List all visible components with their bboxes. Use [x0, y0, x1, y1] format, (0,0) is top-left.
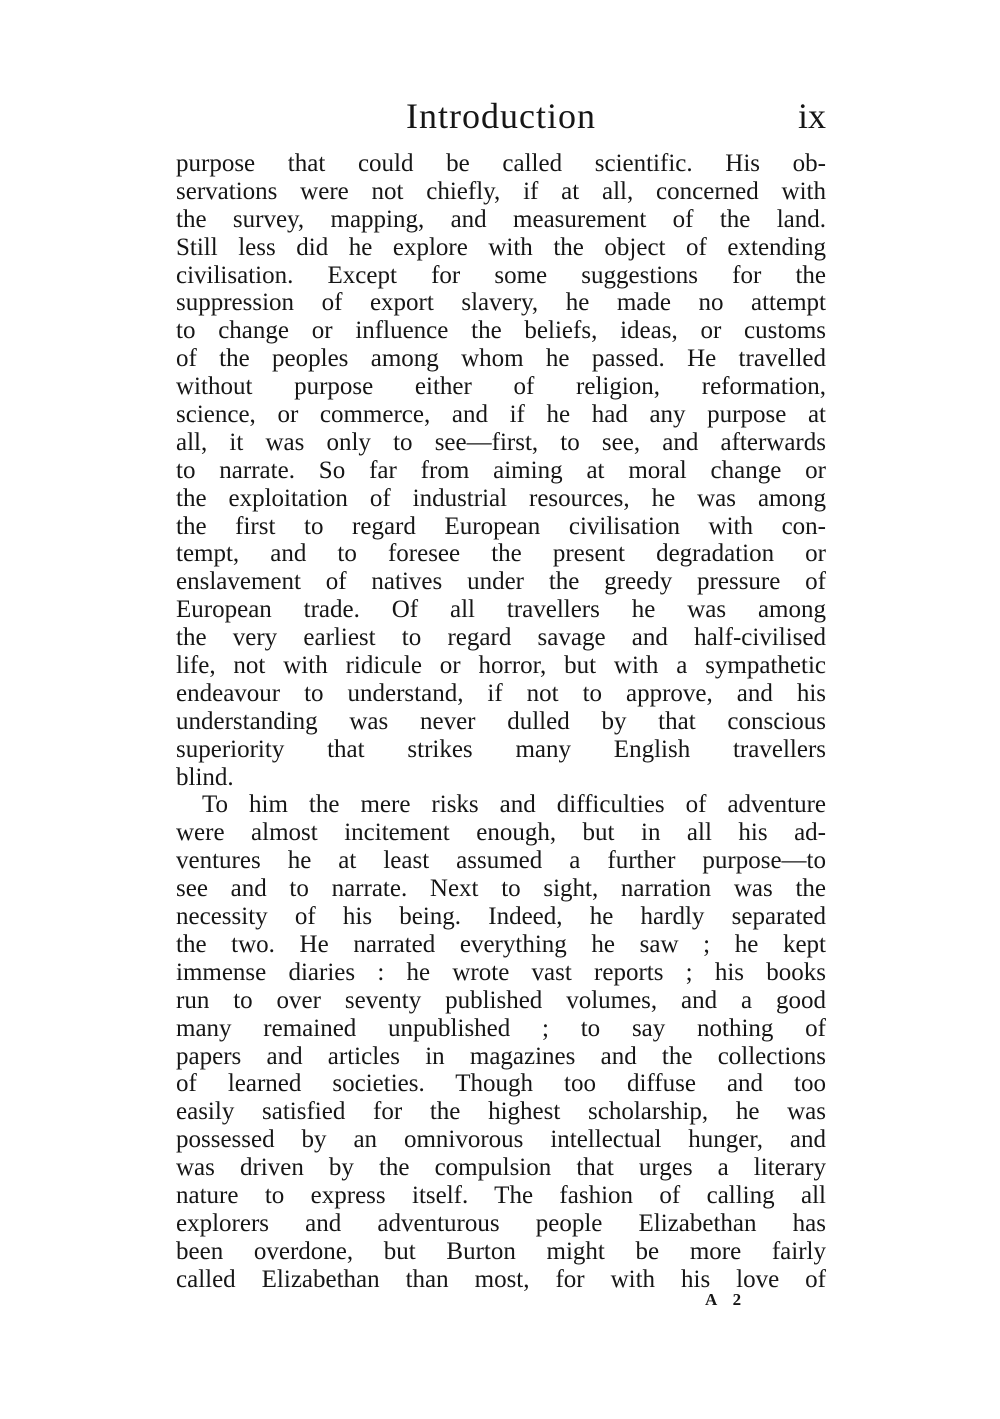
- text-line: explorers and adventurous people Elizabethan has: [176, 1209, 826, 1237]
- text-line: life, not with ridicule or horror, but with a sympathetic: [176, 652, 826, 680]
- text-line: suppression of export slavery, he made no attempt: [176, 289, 826, 317]
- text-line: European trade. Of all travellers he was among: [176, 596, 826, 624]
- text-line: civilisation. Except for some suggestions for the: [176, 261, 826, 289]
- text-line: immense diaries : he wrote vast reports ; his books: [176, 958, 826, 986]
- text-line: was driven by the compulsion that urges a literary: [176, 1154, 826, 1182]
- page-number: ix: [797, 96, 826, 136]
- text-line: papers and articles in magazines and the collections: [176, 1042, 826, 1070]
- text-line: nature to express itself. The fashion of calling all: [176, 1181, 826, 1209]
- text-line: were almost incitement enough, but in all his ad-: [176, 819, 826, 847]
- text-line: blind.: [176, 763, 234, 791]
- running-head: [176, 90, 826, 142]
- text-line: the two. He narrated everything he saw ; he kept: [176, 930, 826, 958]
- signature-mark: A 2: [705, 1290, 748, 1309]
- text-line: tempt, and to foresee the present degradation or: [176, 540, 826, 568]
- text-line: enslavement of natives under the greedy pressure of: [176, 568, 826, 596]
- text-line: ventures he at least assumed a further purpose—to: [176, 847, 826, 875]
- text-line: servations were not chiefly, if at all, concerned with: [176, 177, 826, 205]
- text-line: understanding was never dulled by that conscious: [176, 707, 826, 735]
- text-line: the very earliest to regard savage and half-civilised: [176, 624, 826, 652]
- text-line: endeavour to understand, if not to approve, and his: [176, 679, 826, 707]
- text-line: To him the mere risks and difficulties of adventure: [202, 791, 826, 819]
- text-line: been overdone, but Burton might be more fairly: [176, 1237, 826, 1265]
- text-line: many remained unpublished ; to say nothing of: [176, 1014, 826, 1042]
- running-title: Introduction: [406, 96, 596, 136]
- text-line: science, or commerce, and if he had any purpose at: [176, 401, 826, 429]
- text-line: see and to narrate. Next to sight, narration was the: [176, 875, 826, 903]
- text-line: superiority that strikes many English travellers: [176, 735, 826, 763]
- text-line: purpose that could be called scientific. His ob-: [176, 150, 826, 177]
- text-line: the exploitation of industrial resources, he was among: [176, 484, 826, 512]
- text-line: necessity of his being. Indeed, he hardly separated: [176, 903, 826, 931]
- text-line: the first to regard European civilisation with con-: [176, 512, 826, 540]
- text-line: to change or influence the beliefs, ideas, or customs: [176, 317, 826, 345]
- text-line: possessed by an omnivorous intellectual hunger, and: [176, 1126, 826, 1154]
- text-line: without purpose either of religion, reformation,: [176, 373, 826, 401]
- text-line: of learned societies. Though too diffuse and too: [176, 1070, 826, 1098]
- text-line: run to over seventy published volumes, and a good: [176, 986, 826, 1014]
- text-line: easily satisfied for the highest scholarship, he was: [176, 1098, 826, 1126]
- text-line: Still less did he explore with the object of extending: [176, 233, 826, 261]
- text-line: of the peoples among whom he passed. He travelled: [176, 345, 826, 373]
- text-line: the survey, mapping, and measurement of the land.: [176, 205, 826, 233]
- body-text: [176, 150, 826, 1294]
- text-line: to narrate. So far from aiming at moral change or: [176, 456, 826, 484]
- text-line: all, it was only to see—first, to see, and afterwards: [176, 428, 826, 456]
- book-page: [176, 90, 826, 1294]
- text-line: called Elizabethan than most, for with his love of: [176, 1265, 826, 1293]
